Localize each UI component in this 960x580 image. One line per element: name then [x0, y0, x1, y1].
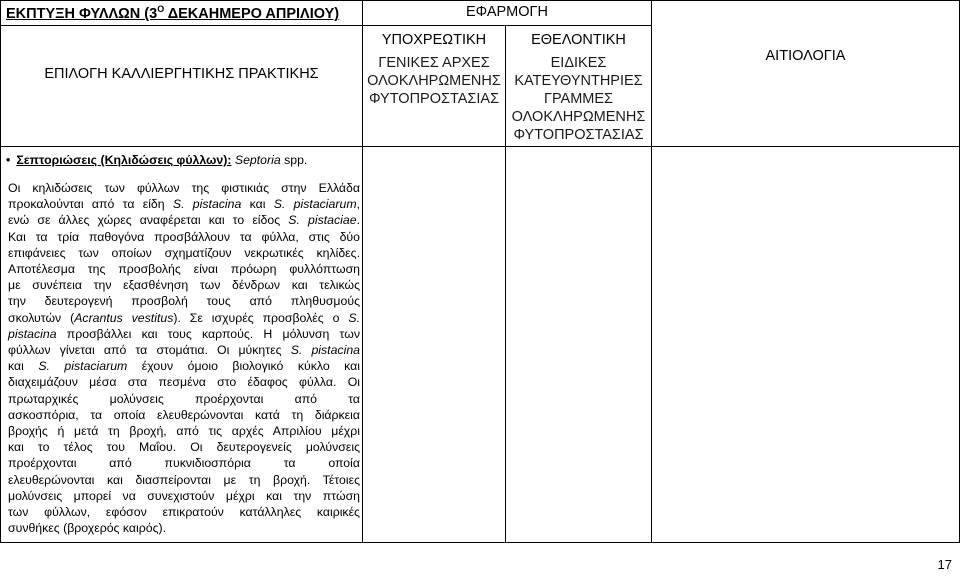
- body-line: την δευτερογενή προσβολή τους από πληθυσμούς: [8, 294, 360, 309]
- mandatory-sub-1: ΟΛΟΚΛΗΡΩΜΕΝΗΣ: [367, 73, 501, 89]
- body-line: με συνέπεια την εξασθένηση των δένδρων και τελικώς: [8, 278, 360, 293]
- body-line: προέρχονται από πυκνιδιοσπόρια τα οποία: [8, 456, 360, 471]
- body-line: ελευθερώνονται και διασπείρονται με τη βροχή. Τέτοιες: [8, 472, 360, 487]
- body-line: προκαλούνται από τα είδη S. pistacina και S. pistaciarum,: [8, 197, 360, 212]
- application-header: ΕΦΑΡΜΟΓΗ: [466, 4, 548, 20]
- body-line: συνθήκες (βροχερός καιρός).: [8, 521, 167, 536]
- voluntary-sub-2: ΓΡΑΜΜΕΣ: [543, 91, 614, 107]
- body-line: διαχειμάζουν μέσα στα πεσμένα στο έδαφος φύλλα. Οι: [8, 375, 360, 390]
- col-divider-3: [651, 0, 652, 543]
- justification-header: ΑΙΤΙΟΛΟΓΙΑ: [765, 48, 846, 64]
- voluntary-sub-3: ΟΛΟΚΛΗΡΩΜΕΝΗΣ: [511, 109, 646, 125]
- body-line: επιφάνειες των οποίων σχηματίζουν νεκρωτικές κηλίδες.: [8, 245, 360, 260]
- body-line: φύλλων γίνεται από τα στομάτια. Οι μύκητες S. pistacina: [8, 343, 360, 358]
- table-border-bottom: [0, 542, 960, 543]
- body-line: ενώ σε άλλες χώρες αναφέρεται και το είδος S. pistaciae.: [8, 213, 360, 228]
- body-line: και S. pistaciarum έχουν όμοιο βιολογικό κύκλο και: [8, 359, 360, 374]
- body-line: των φύλλων, εφόσον επικρατούν κατάλληλες καιρικές: [8, 505, 360, 520]
- body-line: βροχής ή μετά τη βροχή, από τις αρχές Απριλίου μέχρι: [8, 424, 360, 439]
- body-line: ασκοσπόρια, τα οποία ελευθερώνονται κατά τη διάρκεια: [8, 407, 360, 422]
- title-row-divider: [0, 25, 362, 26]
- section-heading: • Σεπτοριώσεις (Κηλιδώσεις φύλλων): Septoria spp.: [6, 153, 308, 167]
- body-line: μολύνσεις μπορεί να συνεχιστούν μέχρι και την πτώση: [8, 488, 360, 503]
- body-line: σκολυτών (Acrantus vestitus). Σε ισχυρές προσβολές ο S.: [8, 310, 360, 325]
- application-row-divider: [362, 25, 651, 26]
- voluntary-sub-0: ΕΙΔΙΚΕΣ: [550, 55, 607, 71]
- body-line: Αποτέλεσμα της προσβολής είναι πρόωρη φυλλόπτωση: [8, 262, 360, 277]
- cultivation-practice-header: ΕΠΙΛΟΓΗ ΚΑΛΛΙΕΡΓΗΤΙΚΗΣ ΠΡΑΚΤΙΚΗΣ: [44, 66, 319, 82]
- body-line: Οι κηλιδώσεις των φύλλων της φιστικιάς στην Ελλάδα: [8, 181, 360, 195]
- page-number: 17: [937, 557, 952, 572]
- section-body-text: [8, 180, 360, 536]
- header-row-divider: [0, 146, 960, 147]
- mandatory-sub-0: ΓΕΝΙΚΕΣ ΑΡΧΕΣ: [378, 55, 490, 71]
- mandatory-sub-2: ΦΥΤΟΠΡΟΣΤΑΣΙΑΣ: [368, 91, 500, 107]
- body-line: pistacina προσβάλλει και τους καρπούς. Η μόλυνση των: [8, 326, 360, 341]
- body-line: Και τα τρία παθογόνα προσβάλλουν τα φύλλα, στις δύο: [8, 229, 360, 244]
- mandatory-header: ΥΠΟΧΡΕΩΤΙΚΗ ΓΕΝΙΚΕΣ ΑΡΧΕΣ ΟΛΟΚΛΗΡΩΜΕΝΗΣ ΦΥΤΟΠΡΟΣΤΑΣΙΑΣ: [363, 32, 505, 108]
- bullet-icon: •: [6, 153, 11, 167]
- body-line: πρωταρχικές μολύνσεις προέρχονται από τα: [8, 391, 360, 406]
- table-border-top: [0, 0, 960, 1]
- document-title: ΕΚΠΤΥΞΗ ΦΥΛΛΩΝ ($3^O$ ΔΕΚΑΗΜΕΡΟ ΑΠΡΙΛΙΟΥ): [6, 4, 340, 22]
- voluntary-sub-1: ΚΑΤΕΥΘΥΝΤΗΡΙΕΣ: [514, 73, 643, 89]
- voluntary-header: ΕΘΕΛΟΝΤΙΚΗ ΕΙΔΙΚΕΣ ΚΑΤΕΥΘΥΝΤΗΡΙΕΣ ΓΡΑΜΜΕΣ ΟΛΟΚΛΗΡΩΜΕΝΗΣ ΦΥΤΟΠΡΟΣΤΑΣΙΑΣ: [506, 32, 651, 144]
- body-line: και το τέλος του Μαΐου. Οι δευτερογενείς μολύνσεις: [8, 440, 360, 455]
- voluntary-sub-4: ΦΥΤΟΠΡΟΣΤΑΣΙΑΣ: [513, 127, 644, 143]
